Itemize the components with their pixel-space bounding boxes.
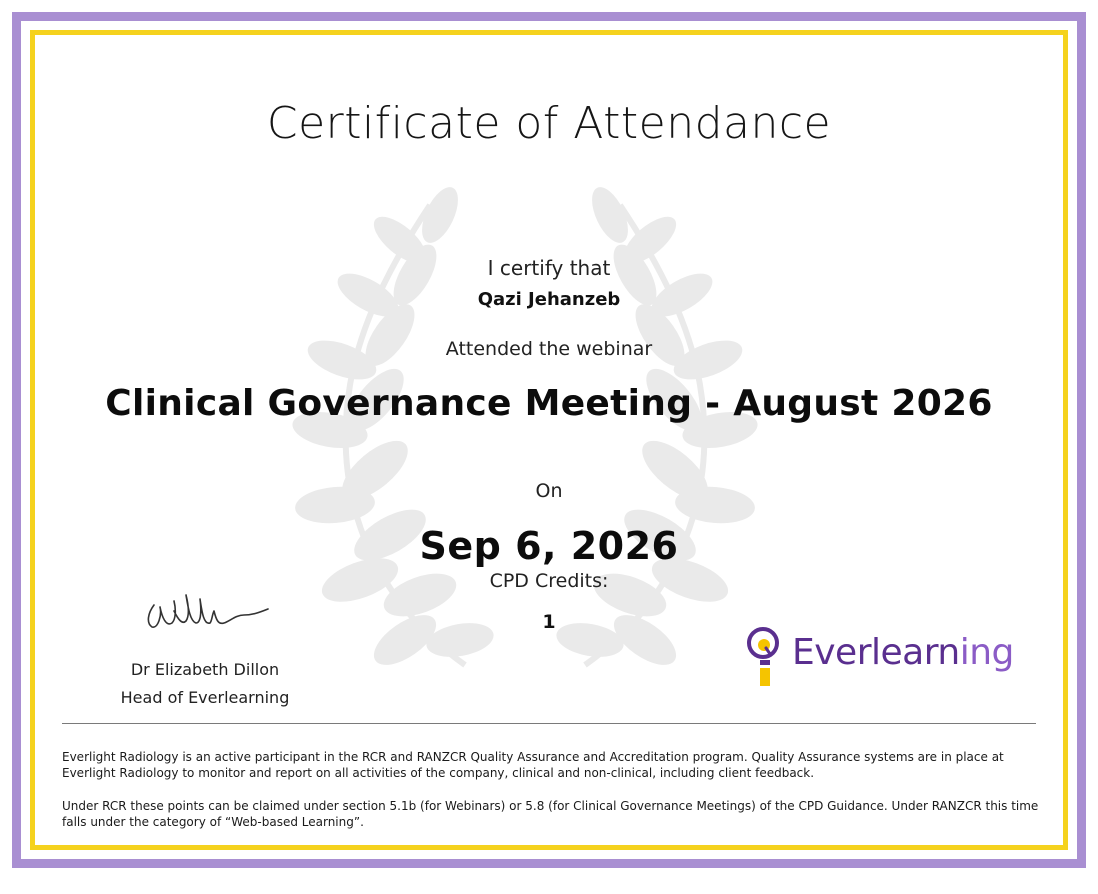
signatory-name: Dr Elizabeth Dillon bbox=[130, 660, 280, 679]
lightbulb-icon bbox=[746, 626, 782, 688]
logo-wordmark bbox=[792, 632, 1014, 673]
logo-wordmark-main: Everlearn bbox=[792, 632, 960, 673]
on-text: On bbox=[535, 480, 563, 502]
event-date: Sep 6, 2026 bbox=[419, 524, 679, 568]
recipient-name: Qazi Jehanzeb bbox=[477, 289, 621, 310]
logo-wordmark-tail: ing bbox=[959, 632, 1014, 673]
signature bbox=[140, 585, 280, 635]
signatory-role: Head of Everlearning bbox=[120, 688, 290, 707]
footer-divider bbox=[62, 723, 1036, 724]
footer-paragraph-accreditation: Everlight Radiology is an active participant in the RCR and RANZCR Quality Assurance and Accreditation program. Quality Assurance systems are in place at Everlight Radiology to monitor and report on all activities of the company, clinical and non-clinical, including client feedback. bbox=[62, 750, 1004, 780]
certify-text: I certify that bbox=[487, 256, 611, 280]
footer-paragraph-cpd-guidance: Under RCR these points can be claimed under section 5.1b (for Webinars) or 5.8 (for Clinical Governance Meetings) of the CPD Guidance. Under RANZCR this time falls under the category of “Web-based Learning”. bbox=[62, 799, 1039, 829]
certificate-title: Certificate of Attendance bbox=[266, 98, 832, 149]
cpd-credits-value: 1 bbox=[542, 611, 556, 633]
everlearning-logo bbox=[746, 626, 1036, 688]
event-name: Clinical Governance Meeting - August 2026 bbox=[105, 383, 993, 424]
attended-text: Attended the webinar bbox=[445, 338, 653, 360]
cpd-credits-label: CPD Credits: bbox=[489, 570, 609, 592]
